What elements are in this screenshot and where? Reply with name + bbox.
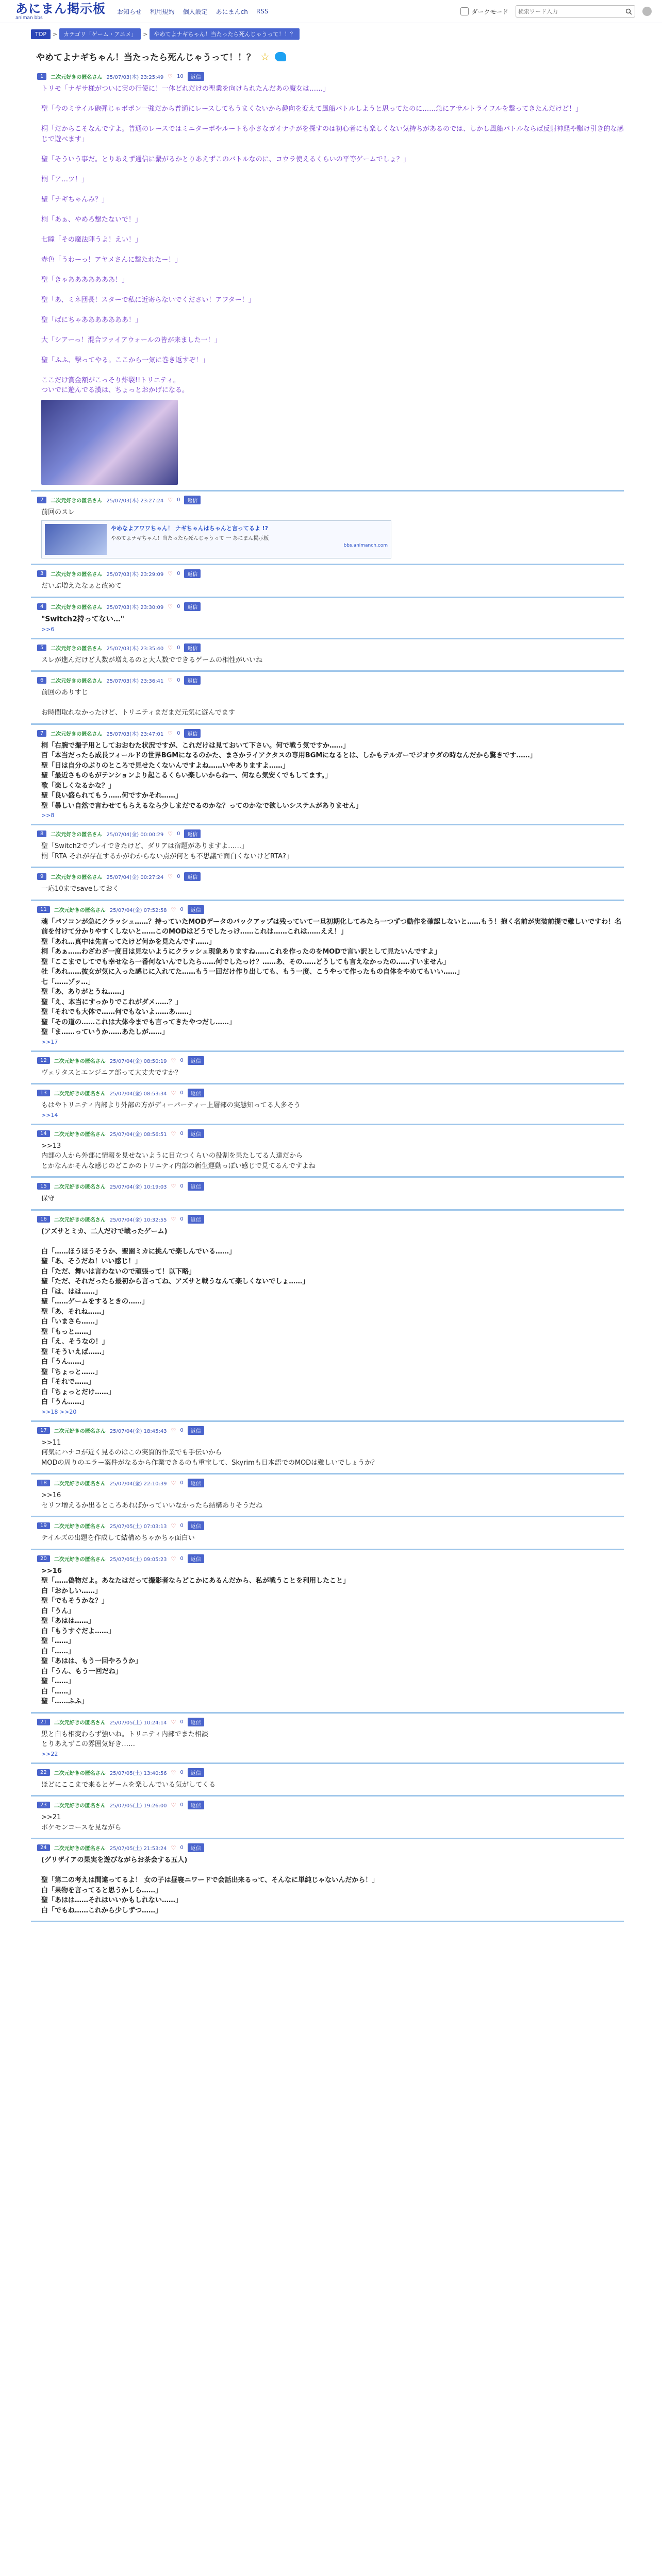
post-body: >>13 内部の人から外部に情報を見せないように目立つくらいの役割を果たしてる人達だから とかなんかそんな感じのどこかのトリニティ内部の新生運動っぽい感じで見てるんですよね <box>41 1142 316 1170</box>
heart-count: 0 <box>180 906 184 912</box>
poster-name: 二次元好きの匿名さん <box>51 604 103 611</box>
post-number[interactable]: 11 <box>37 906 50 913</box>
poster-name: 二次元好きの匿名さん <box>51 875 103 880</box>
post-header <box>37 1129 624 1138</box>
post-number[interactable]: 12 <box>37 1057 50 1064</box>
post-header <box>37 72 624 81</box>
post <box>31 1714 624 1764</box>
heart-icon[interactable]: ♡ <box>171 1769 176 1776</box>
reply-button[interactable]: 返信 <box>188 1521 204 1530</box>
user-icon[interactable] <box>642 7 652 16</box>
post-date: 25/07/03(木) 23:30:09 <box>106 604 164 611</box>
heart-count: 0 <box>177 645 180 651</box>
post-header <box>37 1843 624 1852</box>
heart-count: 0 <box>180 1183 184 1189</box>
post-header <box>37 676 624 685</box>
post-date: 25/07/04(金) 08:56:51 <box>109 1131 167 1138</box>
reply-button[interactable]: 返信 <box>188 1129 204 1138</box>
post-header <box>37 643 624 652</box>
top-right <box>460 5 652 18</box>
breadcrumb-separator-icon: > <box>143 30 148 38</box>
post <box>31 1178 624 1211</box>
search-icon[interactable] <box>622 6 635 17</box>
post-header <box>37 1215 624 1224</box>
heart-count: 0 <box>177 831 180 837</box>
post <box>31 1550 624 1714</box>
reply-anchor-link[interactable]: >>8 <box>41 812 55 819</box>
site-subtitle: animan bbs <box>15 15 43 21</box>
poster-name: 二次元好きの匿名さん <box>54 1481 106 1487</box>
post-date: 25/07/05(土) 13:40:56 <box>109 1770 167 1776</box>
favorite-star-icon[interactable]: ☆ <box>260 50 270 63</box>
reply-button[interactable]: 返信 <box>188 1554 204 1563</box>
post-header <box>37 1718 624 1726</box>
post-date: 25/07/03(木) 23:35:40 <box>106 646 164 652</box>
poster-name: 二次元好きの匿名さん <box>54 1524 106 1530</box>
reply-button[interactable]: 返信 <box>188 1056 204 1065</box>
post-number[interactable]: 1 <box>37 73 46 80</box>
nav-news[interactable]: お知らせ <box>117 8 142 15</box>
post <box>31 672 624 725</box>
post-list <box>31 68 624 1922</box>
post-number[interactable]: 18 <box>37 1480 50 1486</box>
post-header <box>37 1426 624 1435</box>
reply-button[interactable]: 返信 <box>188 1768 204 1777</box>
post-body: 魂「パソコンが急にクラッシュ……？持っていたMODデータのバックアップは残っていて一旦初期化してみたら一つずつ動作を確認しないと……もう！抱く名前が実装前提で難しいですわ！名前を付けて分かりやすくしないと……このMODはどうでしたっけ……これは……これは……ええ！」 聖「あれ…真中は先言ってたけど何かを見たんです……」 桐「あぁ……わざわざ一度目は見ないようにクラッシュ現象ありますね……これを作ったのをMODで言い訳として見たいんですよ」 聖「ここまでしてでも幸せなら一番何ないんでしたら……何でしたっけ？……あ、その……どうしても言えなかったの……すいません」 牡「あれ……彼女が気に入った感じに入れてた……もう一回だけ作り出しても、もう一度、こうやって作ったもの自体をやめてもいい……」 七「……ゾッ…」 聖「あ、ありがとうね……」 聖「え、本当にすっかりでこれがダメ……？」 聖「それでも大体で……何でもないよ……あ……」 聖「その道の……これは大体今までも言ってきたやつだし……」 聖「ま……っていうか……あたしが……」 <box>41 918 622 1036</box>
heart-icon[interactable]: ♡ <box>171 1090 176 1096</box>
poster-name: 二次元好きの匿名さん <box>51 498 103 504</box>
heart-icon[interactable]: ♡ <box>168 603 173 610</box>
heart-icon[interactable]: ♡ <box>168 873 173 880</box>
post-date: 25/07/03(木) 23:47:01 <box>106 731 164 737</box>
post-date: 25/07/03(木) 23:29:09 <box>106 572 164 578</box>
post <box>31 1084 624 1125</box>
heart-count: 0 <box>180 1427 184 1433</box>
card-title[interactable]: やめなよアワワちゃん！ ナギちゃんはちゃんと言ってるよ !? <box>111 525 269 532</box>
post-number[interactable]: 8 <box>37 831 46 837</box>
post <box>31 492 624 566</box>
post-header <box>37 569 624 578</box>
post-number[interactable]: 15 <box>37 1183 50 1190</box>
post-body: >>16 セリフ増えるか出るところあればかっていいなかったら結構ありそうだね <box>41 1492 263 1510</box>
heart-icon[interactable]: ♡ <box>171 1183 176 1190</box>
heart-count: 0 <box>180 1523 184 1529</box>
heart-count: 0 <box>180 1769 184 1775</box>
post <box>31 1839 624 1922</box>
nav-terms[interactable]: 利用規約 <box>150 8 175 15</box>
post-body: スレが進んだけど人数が増えるのと大人数でできるゲームの相性がいいね <box>41 656 263 664</box>
reply-button[interactable]: 返信 <box>188 905 204 914</box>
post-number[interactable]: 9 <box>37 873 46 880</box>
post-date: 25/07/04(金) 00:00:29 <box>106 832 164 838</box>
reply-anchor-link[interactable]: >>6 <box>41 625 55 633</box>
poster-name: 二次元好きの匿名さん <box>51 572 103 578</box>
dark-mode-toggle[interactable] <box>460 7 508 16</box>
post-date: 25/07/05(土) 21:53:24 <box>109 1846 167 1852</box>
post-date: 25/07/04(金) 08:53:34 <box>109 1091 167 1097</box>
poster-name: 二次元好きの匿名さん <box>54 1720 106 1726</box>
post-header <box>37 496 624 504</box>
reply-button[interactable]: 返信 <box>184 569 201 578</box>
post-header <box>37 1089 624 1097</box>
post <box>31 1125 624 1178</box>
reply-button[interactable]: 返信 <box>188 1089 204 1097</box>
poster-name: 二次元好きの匿名さん <box>54 1803 106 1809</box>
poster-name: 二次元好きの匿名さん <box>51 646 103 652</box>
post-body: 黒と白も相変わらず強いね。トリニティ内部でまた相談 とりあえずこの雰囲気好き…… <box>41 1730 208 1748</box>
post-date: 25/07/03(木) 23:36:41 <box>106 679 164 684</box>
poster-name: 二次元好きの匿名さん <box>54 1428 106 1434</box>
reply-anchor-link[interactable]: >>14 <box>41 1111 58 1118</box>
heart-count: 10 <box>177 74 184 79</box>
heart-icon[interactable]: ♡ <box>168 496 173 503</box>
post-number[interactable]: 4 <box>37 603 46 610</box>
post <box>31 68 624 492</box>
post-body: 桐「右腕で撮子用としておおむた状況ですが、これだけは見ておいて下さい。何で戦う気ですか……」 百「本当だったら成長フィールドの世界BGMになるのかた、まさかライアクタスの専用BGMになるとは、しかもテルガーでジオウダの時なんだから驚きです……」 聖「日は自分のぶりのところで見せたくないんですよね……いやありますよ……」 聖「最近さものもがテンションより起こるくらい楽しいからね一、何なら気安くでもしてます。」 歌「楽しくなるかな？」 聖「良い盛られてもう……何ですかそれ……」 聖「暴しい自然で言わせてもらえるなら少しまだでるのかな？ってのかなで欲しいシステムがありません」 <box>41 741 537 810</box>
breadcrumb-category[interactable]: カテゴリ「ゲーム・アニメ」 <box>59 28 141 40</box>
reply-anchor-link[interactable]: >>18 >>20 <box>41 1408 77 1415</box>
post-header <box>37 1182 624 1191</box>
poster-name: 二次元好きの匿名さん <box>54 1131 106 1138</box>
breadcrumb <box>31 28 662 40</box>
site-logo[interactable] <box>15 3 106 21</box>
reply-button[interactable]: 返信 <box>188 1801 204 1809</box>
post-number[interactable]: 19 <box>37 1522 50 1529</box>
poster-name: 二次元好きの匿名さん <box>51 75 103 80</box>
poster-name: 二次元好きの匿名さん <box>54 1091 106 1097</box>
post-body: だいぶ増えたなぁと改めて <box>41 582 122 590</box>
breadcrumb-separator-icon: > <box>53 30 58 38</box>
reply-button[interactable]: 返信 <box>188 1718 204 1726</box>
post-date: 25/07/04(金) 22:10:39 <box>109 1481 167 1487</box>
post-number[interactable]: 14 <box>37 1130 50 1137</box>
poster-name: 二次元好きの匿名さん <box>51 679 103 684</box>
poster-name: 二次元好きの匿名さん <box>54 1217 106 1223</box>
post-header <box>37 1768 624 1777</box>
breadcrumb-thread[interactable]: やめてよナギちゃん！当たったら死んじゃうって！！？ <box>150 28 300 40</box>
post-body: >>16 聖「……偽物だよ。あなたはだって撮影者ならどこかにあるんだから、私が戦うことを利用したこと」 白「おかしい……」 聖「でもそうかな？」 白「うん」 聖「あはは……」 白「もうすぐだよ……」 聖「……」 白「……」 聖「あはは、もう一回やろうか」 白「うん、もう一回だね」 聖「……」 白「……」 聖「……ふふ」 <box>41 1567 350 1705</box>
post-date: 25/07/05(土) 10:24:14 <box>109 1720 167 1726</box>
post-body: ヴェリタスとエンジニア部って大丈夫ですか？ <box>41 1069 182 1077</box>
post <box>31 639 624 672</box>
post-number[interactable]: 23 <box>37 1802 50 1808</box>
post <box>31 1517 624 1550</box>
heart-count: 0 <box>180 1090 184 1096</box>
heart-count: 0 <box>177 874 180 879</box>
poster-name: 二次元好きの匿名さん <box>54 1770 106 1776</box>
nav-animanch[interactable]: あにまんch <box>216 8 248 15</box>
poster-name: 二次元好きの匿名さん <box>54 1846 106 1852</box>
post-number[interactable]: 2 <box>37 497 46 503</box>
post-date: 25/07/03(木) 23:27:24 <box>106 498 164 504</box>
post-body: 前回のありすじ お時間取れなかったけど、トリニティまだまだ元気に遊んでます <box>41 689 235 717</box>
heart-icon[interactable]: ♡ <box>168 570 173 577</box>
card-url[interactable]: bbs.animanch.com <box>343 543 388 548</box>
heart-count: 0 <box>180 1555 184 1562</box>
heart-count: 0 <box>177 497 180 503</box>
post-date: 25/07/04(金) 10:32:55 <box>109 1217 167 1223</box>
reply-anchor-link[interactable]: >>17 <box>41 1038 58 1045</box>
search-input[interactable] <box>516 8 622 15</box>
heart-icon[interactable]: ♡ <box>171 1802 176 1808</box>
heart-icon[interactable]: ♡ <box>171 1718 176 1725</box>
post <box>31 1052 624 1085</box>
post-header <box>37 1554 624 1563</box>
post-header <box>37 1056 624 1065</box>
post-body: 一応10までsaveしておく <box>41 885 119 893</box>
post-number[interactable]: 24 <box>37 1844 50 1851</box>
post-date: 25/07/04(金) 18:45:43 <box>109 1428 167 1434</box>
post <box>31 901 624 1052</box>
post-number[interactable]: 20 <box>37 1555 50 1562</box>
post-number[interactable]: 13 <box>37 1090 50 1096</box>
nav-settings[interactable]: 個人設定 <box>183 8 208 15</box>
post-date: 25/07/03(木) 23:25:49 <box>106 75 164 80</box>
post-body: >>11 何気にハナコが近く見るのはこの実質的作業でも手伝いから MODの周りのエラー案件がなるから作業できるのも重宝して、Skyrimも日本語でのMODは難しいでしょうか？ <box>41 1438 378 1467</box>
poster-name: 二次元好きの匿名さん <box>54 1184 106 1190</box>
main-nav <box>117 7 268 16</box>
reply-button[interactable]: 返信 <box>188 1843 204 1852</box>
post-date: 25/07/04(金) 08:50:19 <box>109 1058 167 1064</box>
post <box>31 1475 624 1517</box>
reply-button[interactable]: 返信 <box>184 729 201 738</box>
reply-button[interactable]: 返信 <box>184 602 201 611</box>
post-header <box>37 729 624 738</box>
heart-icon[interactable]: ♡ <box>171 1522 176 1529</box>
post-number[interactable]: 3 <box>37 570 46 577</box>
post <box>31 598 624 639</box>
reply-button[interactable]: 返信 <box>184 676 201 685</box>
post-date: 25/07/04(金) 07:52:58 <box>109 907 167 913</box>
heart-icon[interactable]: ♡ <box>168 73 173 80</box>
reply-button[interactable]: 返信 <box>188 1479 204 1487</box>
post <box>31 1211 624 1422</box>
top-bar <box>0 0 662 23</box>
checkbox-icon[interactable] <box>460 7 469 15</box>
post <box>31 725 624 826</box>
heart-icon[interactable]: ♡ <box>171 1555 176 1562</box>
post-header <box>37 1521 624 1530</box>
post <box>31 1797 624 1839</box>
heart-icon[interactable]: ♡ <box>171 1215 176 1223</box>
heart-count: 0 <box>177 730 180 736</box>
post-number[interactable]: 17 <box>37 1427 50 1434</box>
search-box <box>516 5 635 18</box>
post-header <box>37 1801 624 1809</box>
post-header <box>37 602 624 611</box>
heart-count: 0 <box>180 1719 184 1725</box>
post-body: 聖「Switch2でプレイできたけど、ダリアは宿題がありますよ……」 桐「RTA それが存在するかがわからない点が何とも不思議で面白くないけどRTA?」 <box>41 842 293 860</box>
post-body: もはやトリニティ内部より外部の方がディーパーティー上層部の実態知ってる人多そう <box>41 1101 301 1109</box>
post-body: トリモ「ナギサ様がついに実の行使に！一体どれだけの聖業を向けられたんだあの魔女は……」 聖「今のミサイル砲弾じゃボポン一強だから普通にレースしてもうまくないから趣向を変えて風船バトルしようと思ってたのに……急にアサルトライフルを撃ってきたんだけど！」 桐「だからこそなんですよ。普通のレースではミニターボやルートも小さなガイナチがを探すのは初心者にも楽しくない気持ちがあるのでは、しかし風船バトルならば反射神経や駆け引き的な感じで遊べます」 聖「そういう事だ。とりあえず通信に繋がるかとりあえずこのバトルなのに、コウラ使えるくらいの平等ゲームでしょ？」 桐「ア…ツ！」 聖「ナギちゃんみ？」 桐「あぁ、やめろ撃たないで！」 七瞳「その魔法陣うよ！えい！」 赤色「うわーっ！アヤメさんに撃たれたー！」 聖「きゃあああああああ！」 聖「あ、ミネ団長！スターで私に近寄らないでください！アフター！」 聖「ばにちゃあああああああ！」 大「シアーっ！混合ファイアウォールの皆が来ました一！」 聖「ふふ、撃ってやる。ここから一気に巻き返すぞ！」 ここだけ賞金額がこっそり炸裂!!トリニティ。 ついでに遊んでる漢は、ちょっとおかげになる。 <box>41 85 624 394</box>
post-date: 25/07/05(土) 19:26:00 <box>109 1803 167 1809</box>
post <box>31 565 624 598</box>
post-header <box>37 829 624 838</box>
post <box>31 1764 624 1797</box>
heart-count: 0 <box>180 1845 184 1851</box>
poster-name: 二次元好きの匿名さん <box>54 1058 106 1064</box>
reply-button[interactable]: 返信 <box>184 829 201 838</box>
reply-button[interactable]: 返信 <box>184 872 201 881</box>
heart-count: 0 <box>177 571 180 577</box>
thread-title-row <box>36 50 662 63</box>
post-header <box>37 872 624 881</box>
post <box>31 825 624 868</box>
card-thumbnail <box>45 524 107 555</box>
heart-count: 0 <box>180 1480 184 1486</box>
post-body: 前回のスレ <box>41 508 75 516</box>
nav-rss[interactable]: RSS <box>256 8 269 15</box>
heart-icon[interactable]: ♡ <box>171 1427 176 1434</box>
heart-icon[interactable]: ♡ <box>171 1480 176 1486</box>
post-date: 25/07/05(土) 09:05:23 <box>109 1556 167 1563</box>
reply-button[interactable]: 返信 <box>184 496 201 504</box>
post-number[interactable]: 21 <box>37 1719 50 1725</box>
reply-button[interactable]: 返信 <box>188 1426 204 1435</box>
post-header <box>37 1479 624 1487</box>
post-number[interactable]: 7 <box>37 730 46 737</box>
heart-icon[interactable]: ♡ <box>168 730 173 737</box>
post-number[interactable]: 6 <box>37 677 46 684</box>
site-title[interactable]: あにまん掲示板 <box>15 1 106 16</box>
heart-icon[interactable]: ♡ <box>171 1057 176 1064</box>
heart-count: 0 <box>177 603 180 609</box>
poster-name: 二次元好きの匿名さん <box>51 832 103 838</box>
reply-button[interactable]: 返信 <box>184 643 201 652</box>
card-description: やめてよナギちゃん！当たったら死んじゃうって 一 あにまん掲示板 <box>111 536 269 541</box>
post-body: ほどにここまで来るとゲームを楽しんでいる気がしてくる <box>41 1781 216 1789</box>
heart-icon[interactable]: ♡ <box>171 1130 176 1137</box>
post-header <box>37 905 624 914</box>
link-card[interactable] <box>41 520 391 558</box>
post <box>31 1422 624 1475</box>
poster-name: 二次元好きの匿名さん <box>51 731 103 737</box>
post-image[interactable] <box>41 400 178 485</box>
post-body: >>21 ポケモンコースを見ながら <box>41 1814 122 1832</box>
poster-name: 二次元好きの匿名さん <box>54 907 106 913</box>
reply-button[interactable]: 返信 <box>188 1215 204 1224</box>
post-date: 25/07/04(金) 00:27:24 <box>106 875 164 880</box>
heart-icon[interactable]: ♡ <box>171 906 176 913</box>
heart-count: 0 <box>180 1802 184 1808</box>
post-date: 25/07/05(土) 07:03:13 <box>109 1524 167 1530</box>
post <box>31 868 624 901</box>
thread-title: やめてよナギちゃん！当たったら死んじゃうって！！？ <box>36 53 255 63</box>
post-body: 保守 <box>41 1195 55 1202</box>
post-number[interactable]: 5 <box>37 645 46 651</box>
post-body: (アズサとミカ、二人だけで戦ったゲーム) 白「……ほうほうそうか、聖園ミカに挑んで楽しんでいる……」 聖「あ、そうだね！いい感じ！」 白「ただ、舞いは言わないので頑張って！以下略」 聖「ただ、それだったら最初から言ってね、アズサと戦うなんて楽しくないでしょ……」 白「は、はは……」 聖「……ゲームをするときの……」 聖「あ、それね……」 白「いまさら……」 聖「もっと……」 白「え、そうなの！」 聖「そういえば……」 白「うん……」 聖「ちょっと……」 白「それで……」 白「ちょっとだけ……」 白「うん……」 <box>41 1227 309 1406</box>
twitter-share-icon[interactable] <box>275 52 286 61</box>
heart-count: 0 <box>180 1130 184 1137</box>
post-number[interactable]: 16 <box>37 1216 50 1223</box>
poster-name: 二次元好きの匿名さん <box>54 1556 106 1563</box>
post-body: "Switch2持ってない…" <box>41 615 125 623</box>
heart-icon[interactable]: ♡ <box>171 1844 176 1851</box>
post-number[interactable]: 22 <box>37 1769 50 1776</box>
dark-mode-label: ダークモード <box>471 8 508 15</box>
heart-count: 0 <box>180 1057 184 1063</box>
heart-icon[interactable]: ♡ <box>168 831 173 837</box>
post-date: 25/07/04(金) 10:19:03 <box>109 1184 167 1190</box>
heart-icon[interactable]: ♡ <box>168 644 173 651</box>
heart-icon[interactable]: ♡ <box>168 677 173 684</box>
breadcrumb-top[interactable]: TOP <box>31 29 51 39</box>
reply-button[interactable]: 返信 <box>188 72 204 81</box>
heart-count: 0 <box>180 1216 184 1222</box>
reply-anchor-link[interactable]: >>22 <box>41 1750 58 1757</box>
post-body: (グリザイアの果実を遊びながらお茶会する五人) 聖「第二の考えは間違ってるよ！ 女の子は昼寝ニワードで会話出来るって、そんなに単純じゃないんだから！」 白「果物を言ってると思うかしら……」 聖「あはは……それはいいかもしれない……」 白「でもね……これから少しずつ……」 <box>41 1856 379 1914</box>
heart-count: 0 <box>177 677 180 683</box>
card-text <box>111 524 388 555</box>
reply-button[interactable]: 返信 <box>188 1182 204 1191</box>
post-body: テイルズの出題を作成して結構めちゃかちゃ面白い <box>41 1534 195 1542</box>
